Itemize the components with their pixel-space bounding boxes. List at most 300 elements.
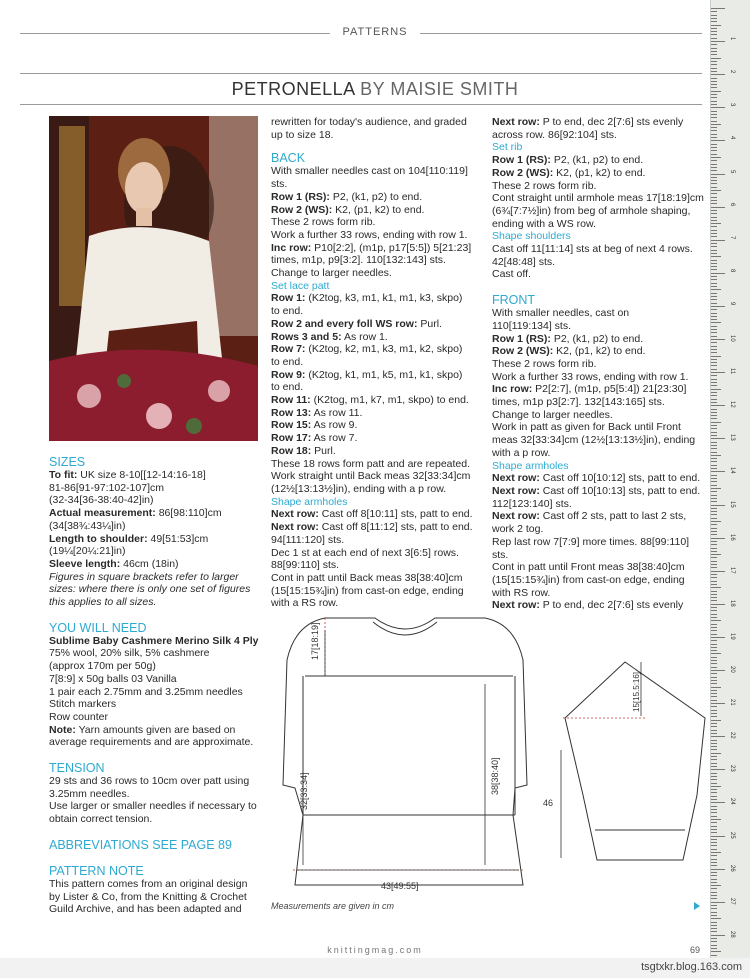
row-text: K2, (p1, k2) to end. [553, 345, 646, 358]
ruler-tick [711, 409, 717, 410]
ruler-tick [711, 481, 717, 482]
ruler-tick [711, 107, 725, 108]
ruler-tick [711, 852, 721, 853]
yarn-line-1: 75% wool, 20% silk, 5% cashmere [49, 647, 210, 660]
ruler-tick [711, 124, 721, 125]
to-fit-line-2: 81-86[91-97:102-107]cm [49, 481, 164, 494]
intro-2: up to size 18. [271, 128, 334, 141]
ruler-tick [711, 531, 717, 532]
ruler-tick [711, 471, 725, 472]
front-line: With smaller needles, cast on [492, 307, 630, 320]
ruler-tick [711, 849, 717, 850]
yarn-line-4: 1 pair each 2.75mm and 3.25mm needles [49, 685, 243, 698]
ruler-tick [711, 276, 717, 277]
ruler-tick [711, 557, 717, 558]
ruler-tick [711, 604, 725, 605]
ruler-tick [711, 706, 717, 707]
ruler-tick [711, 859, 717, 860]
ruler-tick [711, 918, 721, 919]
ruler-tick [711, 405, 725, 406]
ruler-tick [711, 614, 717, 615]
ruler-tick [711, 756, 717, 757]
ruler-tick [711, 763, 717, 764]
ruler-tick [711, 670, 725, 671]
ruler-number: 21 [729, 699, 735, 706]
ruler-tick [711, 8, 725, 9]
ruler-tick [711, 81, 717, 82]
ruler-tick [711, 746, 717, 747]
ruler-tick [711, 730, 717, 731]
ruler-tick [711, 723, 717, 724]
lace-row [271, 343, 486, 356]
ruler-tick [711, 809, 717, 810]
ruler-tick [711, 700, 717, 701]
ruler-tick [711, 104, 717, 105]
ruler-tick [711, 346, 717, 347]
schematic-diagram [265, 600, 715, 900]
actual-line [49, 507, 259, 520]
ruler-tick [711, 792, 717, 793]
ruler-tick [711, 71, 717, 72]
ruler-tick [711, 25, 721, 26]
pattern-note-heading: PATTERN NOTE [49, 863, 144, 878]
ruler-tick [711, 888, 717, 889]
yarn-line-3: 7[8:9] x 50g balls 03 Vanilla [49, 672, 177, 685]
ruler-tick [711, 51, 717, 52]
sleeve-value: 46cm (18in) [120, 557, 179, 570]
ruler-tick [711, 882, 717, 883]
yarn-line-2: (approx 170m per 50g) [49, 660, 156, 673]
ruler-tick [711, 38, 717, 39]
ruler-tick [711, 875, 717, 876]
ruler-tick [711, 101, 717, 102]
row-label: Row 2 (WS): [271, 203, 333, 216]
front-row [492, 472, 707, 485]
ruler-tick [711, 137, 717, 138]
width-label: 43[49:55] [381, 881, 419, 891]
ruler-tick [711, 710, 717, 711]
ruler-tick [711, 61, 717, 62]
back-line: Cont in patt until Back meas 38[38:40]cm [271, 571, 463, 584]
front-armhole-subheading: Shape armholes [492, 459, 569, 472]
rib-line: These 2 rows form rib. [492, 179, 597, 192]
ruler-tick [711, 799, 717, 800]
ruler-tick [711, 478, 717, 479]
ruler-tick [711, 207, 725, 208]
yarn-line-5: Stitch markers [49, 698, 117, 711]
ruler-strip [710, 0, 750, 958]
ruler-tick [711, 94, 717, 95]
ruler-number: 9 [729, 301, 735, 306]
lace-row [271, 318, 486, 331]
ruler-tick [711, 217, 717, 218]
ruler-tick [711, 806, 717, 807]
ruler-number: 24 [729, 798, 735, 806]
row-label: Next row: [492, 510, 540, 523]
front-row [492, 345, 707, 358]
front-line: times, m1p p3[2:7]. 132[143:165] sts. [492, 396, 665, 409]
ruler-tick [711, 736, 725, 737]
ruler-number: 18 [729, 599, 735, 607]
ruler-tick [711, 485, 717, 486]
back-line: Change to larger needles. [271, 267, 392, 280]
ruler-tick [711, 130, 717, 131]
lace-row-cont: to end. [271, 381, 304, 394]
ruler-tick [711, 303, 717, 304]
armhole-label: 17[18:19] [310, 622, 320, 660]
ruler-tick [711, 309, 717, 310]
ruler-tick [711, 544, 717, 545]
ruler-tick [711, 495, 717, 496]
front-line: Change to larger needles. [492, 408, 613, 421]
ruler-tick [711, 657, 717, 658]
ruler-tick [711, 253, 717, 254]
ruler-tick [711, 164, 717, 165]
ruler-tick [711, 200, 717, 201]
ruler-tick [711, 594, 717, 595]
model-photo [49, 116, 258, 441]
ruler-tick [711, 445, 717, 446]
ruler-tick [711, 465, 717, 466]
tension-line-2: 3.25mm needles. [49, 787, 130, 800]
sleeve-line [49, 558, 259, 571]
ruler-tick [711, 412, 717, 413]
front-line: Rep last row 7[7:9] more times. 88[99:110] sts. [492, 535, 690, 561]
ruler-number: 7 [729, 235, 735, 240]
ruler-tick [711, 898, 717, 899]
row-label: Rows 3 and 5: [271, 330, 342, 343]
ruler-number: 28 [729, 930, 735, 938]
ruler-tick [711, 395, 717, 396]
ruler-tick [711, 458, 717, 459]
ruler-tick [711, 829, 717, 830]
ruler-tick [711, 683, 717, 684]
row-text: As row 7. [311, 432, 358, 445]
row-label: Row 17: [271, 432, 312, 445]
ruler-number: 15 [729, 500, 735, 508]
ruler-tick [711, 832, 717, 833]
watermark-text: tsgtxkr.blog.163.com [641, 961, 742, 973]
ruler-tick [711, 375, 717, 376]
row-label: Row 9: [271, 368, 306, 381]
ruler-tick [711, 816, 717, 817]
back-line: Dec 1 st at each end of next 3[6:5] rows. [271, 546, 459, 559]
ruler-tick [711, 246, 717, 247]
ruler-tick [711, 21, 717, 22]
row-text: Cast off 8[11:12] sts, patt to end. [318, 521, 473, 534]
ruler-tick [711, 865, 717, 866]
ruler-tick [711, 299, 717, 300]
ruler-tick [711, 273, 725, 274]
ruler-tick [711, 498, 717, 499]
ruler-tick [711, 418, 717, 419]
tension-line-3: Use larger or smaller needles if necessary to [49, 800, 257, 813]
actual-line-2: (34[38¾:43¼]in) [49, 519, 126, 532]
row-label: Row 1 (RS): [271, 190, 330, 203]
ruler-tick [711, 885, 721, 886]
ruler-tick [711, 922, 717, 923]
rib-line: ending with a WS row. [492, 217, 596, 230]
ruler-tick [711, 359, 717, 360]
ruler-tick [711, 637, 725, 638]
rib-line: (6¾[7:7½]in) from beg of armhole shaping, [492, 204, 691, 217]
ruler-tick [711, 339, 725, 340]
ruler-tick [711, 399, 717, 400]
lace-row [271, 394, 486, 407]
ruler-tick [711, 210, 717, 211]
to-fit-line-3: (32-34[36-38:40-42]in) [49, 494, 154, 507]
front-line: meas 32[33:34]cm (12½[13:13½]in), ending [492, 434, 696, 447]
lace-row [271, 407, 486, 420]
ruler-tick [711, 127, 717, 128]
ruler-tick [711, 587, 721, 588]
ruler-tick [711, 773, 717, 774]
row-label: Next row: [271, 521, 319, 534]
row-text: K2, (p1, k2) to end. [332, 203, 425, 216]
ruler-tick [711, 134, 717, 135]
ruler-tick [711, 584, 717, 585]
lace-row [271, 432, 486, 445]
ruler-tick [711, 74, 725, 75]
column-2 [271, 116, 486, 610]
ruler-tick [711, 438, 725, 439]
row-label: Next row: [492, 116, 540, 128]
tension-line-4: obtain correct tension. [49, 813, 153, 826]
row-label: Row 1: [271, 292, 306, 305]
front-row [492, 333, 707, 346]
ruler-tick [711, 422, 721, 423]
row-text: As row 11. [311, 406, 363, 419]
ruler-tick [711, 733, 717, 734]
row-text: P to end, dec 2[7:6] sts evenly [539, 116, 684, 128]
ruler-tick [711, 577, 717, 578]
ruler-tick [711, 379, 717, 380]
footer-site: knittingmag.com [327, 945, 423, 955]
ruler-tick [711, 663, 717, 664]
rib-row [492, 154, 707, 167]
ruler-tick [711, 150, 717, 151]
row-text: Cast off 10[10:13] sts, patt to end. [539, 484, 701, 497]
ruler-tick [711, 365, 717, 366]
ruler-number: 8 [729, 268, 735, 273]
front-line: Work in patt as given for Back until Front [492, 421, 681, 434]
ruler-tick [711, 879, 717, 880]
ruler-tick [711, 167, 717, 168]
ruler-tick [711, 554, 721, 555]
ruler-tick [711, 842, 717, 843]
lace-subheading: Set lace patt [271, 279, 330, 292]
ruler-tick [711, 442, 717, 443]
front-line: work 2 tog. [492, 523, 544, 536]
ruler-tick [711, 650, 717, 651]
ruler-tick [711, 382, 717, 383]
ruler-tick [711, 289, 721, 290]
ruler-tick [711, 627, 717, 628]
back-line: 94[111:120] sts. [271, 533, 345, 546]
row-text: Purl. [417, 317, 442, 330]
ruler-tick [711, 812, 717, 813]
shoulders-subheading: Shape shoulders [492, 230, 571, 243]
ruler-tick [711, 11, 717, 12]
row-text: (K2tog, k2, m1, k3, m1, k2, skpo) [305, 343, 463, 356]
yarn-line-6: Row counter [49, 710, 108, 723]
ruler-tick [711, 455, 721, 456]
lace-row [271, 419, 486, 432]
ruler-tick [711, 644, 717, 645]
ruler-tick [711, 915, 717, 916]
back-inc-row [271, 242, 486, 255]
ruler-tick [711, 111, 717, 112]
ruler-tick [711, 428, 717, 429]
next-page-arrow-icon[interactable] [694, 902, 700, 910]
ruler-tick [711, 91, 721, 92]
row-text: P2, (k1, p2) to end. [550, 154, 644, 167]
ruler-tick [711, 567, 717, 568]
row-label: Row 13: [271, 406, 312, 419]
ruler-tick [711, 332, 717, 333]
row-label: Next row: [492, 472, 540, 485]
back-line: 88[99:110] sts. [271, 559, 340, 572]
ruler-tick [711, 435, 717, 436]
ruler-tick [711, 905, 717, 906]
ruler-tick [711, 313, 717, 314]
to-fit-value: UK size 8-10[[12-14:16-18] [77, 469, 206, 481]
row-label: Inc row: [271, 241, 312, 254]
ruler-tick [711, 187, 717, 188]
sizes-heading: SIZES [49, 455, 86, 469]
ruler-tick [711, 97, 717, 98]
front-line: Work a further 33 rows, ending with row 1. [492, 370, 689, 383]
ruler-tick [711, 703, 725, 704]
row-label: Next row: [271, 508, 319, 521]
front-line: These 2 rows form rib. [492, 357, 597, 370]
ruler-tick [711, 564, 717, 565]
back-line: These 2 rows form rib. [271, 216, 376, 229]
ruler-tick [711, 213, 717, 214]
ruler-tick [711, 114, 717, 115]
front-line: with a p row. [492, 446, 551, 459]
row-label: Row 2 (WS): [492, 345, 554, 358]
ruler-tick [711, 68, 717, 69]
shoulder-value: 49[51:53]cm [147, 532, 209, 545]
ruler-tick [711, 319, 717, 320]
ruler-tick [711, 597, 717, 598]
front-line: 110[119:134] sts. [492, 319, 572, 332]
ruler-tick [711, 607, 717, 608]
ruler-tick [711, 266, 717, 267]
pattern-note-2: by Lister & Co, from the Knitting & Crochet [49, 890, 247, 903]
ruler-tick [711, 260, 717, 261]
ruler-number: 4 [729, 136, 735, 140]
ruler-tick [711, 521, 721, 522]
ruler-tick [711, 667, 717, 668]
shoulder-label: Length to shoulder: [49, 532, 148, 545]
ruler-tick [711, 869, 725, 870]
ruler-tick [711, 908, 717, 909]
ruler-tick [711, 54, 717, 55]
row-text: P2, (k1, p2) to end. [329, 190, 423, 203]
ruler-tick [711, 263, 717, 264]
pattern-author: BY MAISIE SMITH [360, 79, 519, 99]
ruler-tick [711, 58, 721, 59]
ruler-tick [711, 140, 725, 141]
ruler-tick [711, 256, 721, 257]
ruler-tick [711, 528, 717, 529]
ruler-number: 13 [729, 434, 735, 441]
ruler-tick [711, 624, 717, 625]
ruler-tick [711, 713, 717, 714]
row-text: P2[2:7], (m1p, p5[5:4]) 21[23:30] [532, 383, 687, 396]
ruler-tick [711, 769, 725, 770]
ruler-tick [711, 243, 717, 244]
ruler-tick [711, 941, 717, 942]
row-text: K2, (p1, k2) to end. [553, 166, 646, 179]
ruler-tick [711, 84, 717, 85]
ruler-tick [711, 468, 717, 469]
pattern-name: PETRONELLA [231, 79, 355, 99]
ruler-tick [711, 845, 717, 846]
ruler-number: 17 [729, 566, 735, 574]
row-text: (K2tog, k1, m1, k5, m1, k1, skpo) [305, 368, 463, 381]
ruler-tick [711, 822, 717, 823]
page-title [0, 79, 750, 100]
row-label: Next row: [492, 599, 540, 612]
ruler-tick [711, 197, 717, 198]
ruler-tick [711, 220, 717, 221]
ruler-tick [711, 647, 717, 648]
ruler-tick [711, 349, 717, 350]
ruler-number: 19 [729, 632, 735, 640]
ruler-tick [711, 316, 717, 317]
ruler-number: 14 [729, 467, 735, 475]
model-illustration [49, 116, 258, 441]
ruler-tick [711, 610, 717, 611]
ruler-tick [711, 190, 721, 191]
abbreviations-heading: ABBREVIATIONS SEE PAGE 89 [49, 837, 232, 852]
ruler-tick [711, 144, 717, 145]
yarn-note-2: average requirements and are approximate. [49, 736, 254, 749]
back-line: with a RS row. [271, 597, 339, 610]
ruler-tick [711, 501, 717, 502]
ruler-number: 25 [729, 831, 735, 839]
shoulder-line: Cast off 11[11:14] sts at beg of next 4 rows. [492, 243, 693, 256]
ruler-tick [711, 591, 717, 592]
ruler-tick [711, 385, 717, 386]
header-rule-right [420, 33, 702, 34]
row-text: Cast off 2 sts, patt to last 2 sts, [539, 510, 687, 523]
ruler-tick [711, 402, 717, 403]
ruler-tick [711, 326, 717, 327]
ruler-tick [711, 174, 725, 175]
header-rule-left [20, 33, 330, 34]
row-label: Row 2 and every foll WS row: [271, 317, 418, 330]
tension-heading: TENSION [49, 761, 105, 776]
ruler-tick [711, 342, 717, 343]
title-rule-top [20, 73, 702, 74]
ruler-tick [711, 690, 717, 691]
ruler-tick [711, 352, 717, 353]
sizes-note-2: sizes: where there is only one set of figures [49, 583, 251, 596]
ruler-tick [711, 581, 717, 582]
sizes-note-3: this applies to all sizes. [49, 596, 157, 609]
back-row-2 [271, 204, 486, 217]
row-label: Row 15: [271, 419, 312, 432]
ruler-number: 5 [729, 169, 735, 173]
ruler-tick [711, 160, 717, 161]
sleeve-label: Sleeve length: [49, 557, 121, 570]
ruler-tick [711, 931, 717, 932]
lace-row [271, 369, 486, 382]
